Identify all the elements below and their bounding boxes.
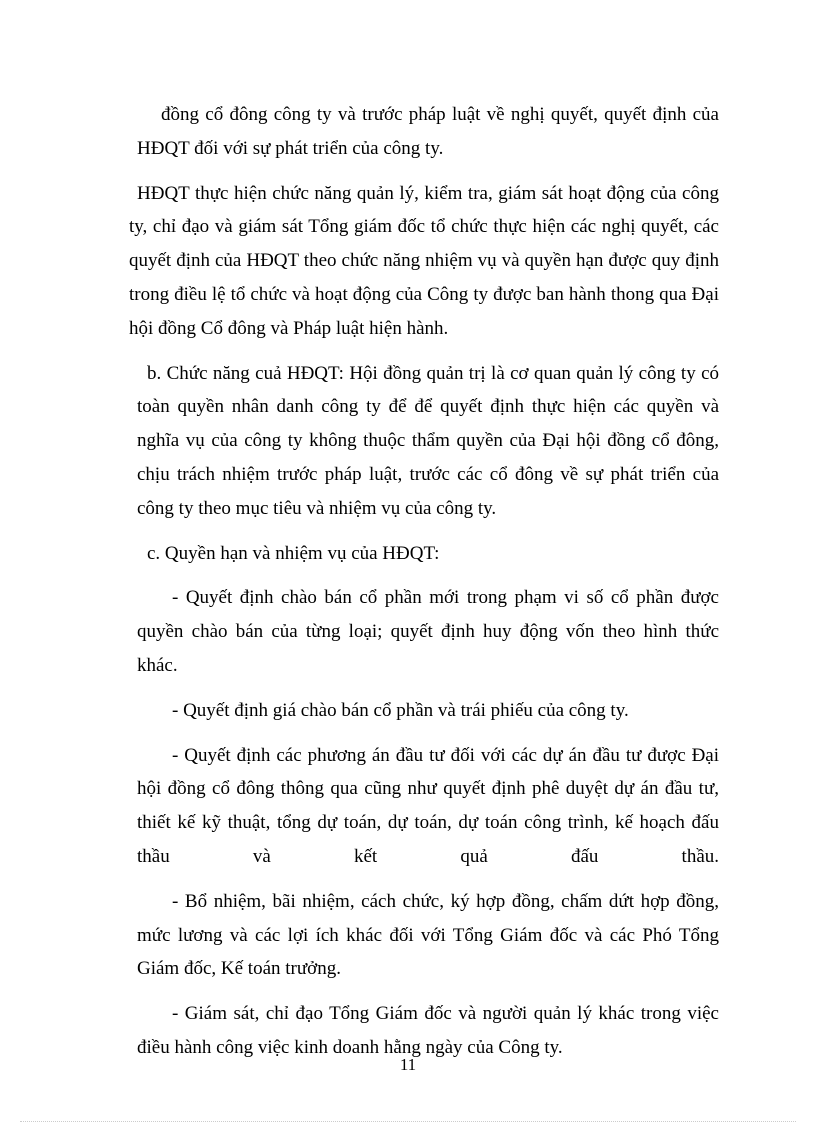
list-item-offering-price: - Quyết định giá chào bán cổ phần và trái phiếu của công ty.: [172, 699, 629, 721]
list-item-investment-plans: - Quyết định các phương án đầu tư đối với các dự án đầu tư được Đại hội đồng cổ đông thông qua cũng như quyết định phê duyệt dự án đầu tư, thiết kế kỹ thuật, tổng dự toán, dự toán, dự toán công trình, kế hoạch đấu thầu và kết quả đấu thầu.: [137, 744, 719, 867]
paragraph-continuation: đồng cổ đông công ty và trước pháp luật về nghị quyết, quyết định của HĐQT đối với sự phát triển của công ty.: [137, 104, 719, 159]
list-item-share-offering: - Quyết định chào bán cổ phần mới trong phạm vi số cổ phần được quyền chào bán của từng loại; quyết định huy động vốn theo hình thức khác.: [137, 587, 719, 676]
paragraph-section-c-heading: c. Quyền hạn và nhiệm vụ của HĐQT:: [147, 542, 440, 564]
list-item-supervision: - Giám sát, chỉ đạo Tổng Giám đốc và người quản lý khác trong việc điều hành công việc kinh doanh hằng ngày của Công ty.: [137, 1003, 719, 1058]
paragraph-hdqt-function: HĐQT thực hiện chức năng quản lý, kiểm tra, giám sát hoạt động của công ty, chỉ đạo và giám sát Tổng giám đốc tổ chức thực hiện các nghị quyết, các quyết định của HĐQT theo chức năng nhiệm vụ và quyền hạn được quy định trong điều lệ tổ chức và hoạt động của Công ty được ban hành thong qua Đại hội đồng Cổ đông và Pháp luật hiện hành.: [129, 182, 719, 339]
paragraph-section-b: b. Chức năng cuả HĐQT: Hội đồng quản trị là cơ quan quản lý công ty có toàn quyền nhân danh công ty để để quyết định thực hiện các quyền và nghĩa vụ của công ty không thuộc thẩm quyền của Đại hội đồng cổ đông, chịu trách nhiệm trước pháp luật, trước các cổ đông về sự phát triển của công ty theo mục tiêu và nhiệm vụ của công ty.: [137, 362, 719, 519]
page-number: 11: [399, 1055, 417, 1074]
list-item-appointments: - Bổ nhiệm, bãi nhiệm, cách chức, ký hợp đồng, chấm dứt hợp đồng, mức lương và các lợi ích khác đối với Tổng Giám đốc và các Phó Tổng Giám đốc, Kế toán trưởng.: [137, 890, 719, 980]
page-bottom-divider: [20, 1121, 796, 1122]
page-body: [129, 98, 719, 1065]
